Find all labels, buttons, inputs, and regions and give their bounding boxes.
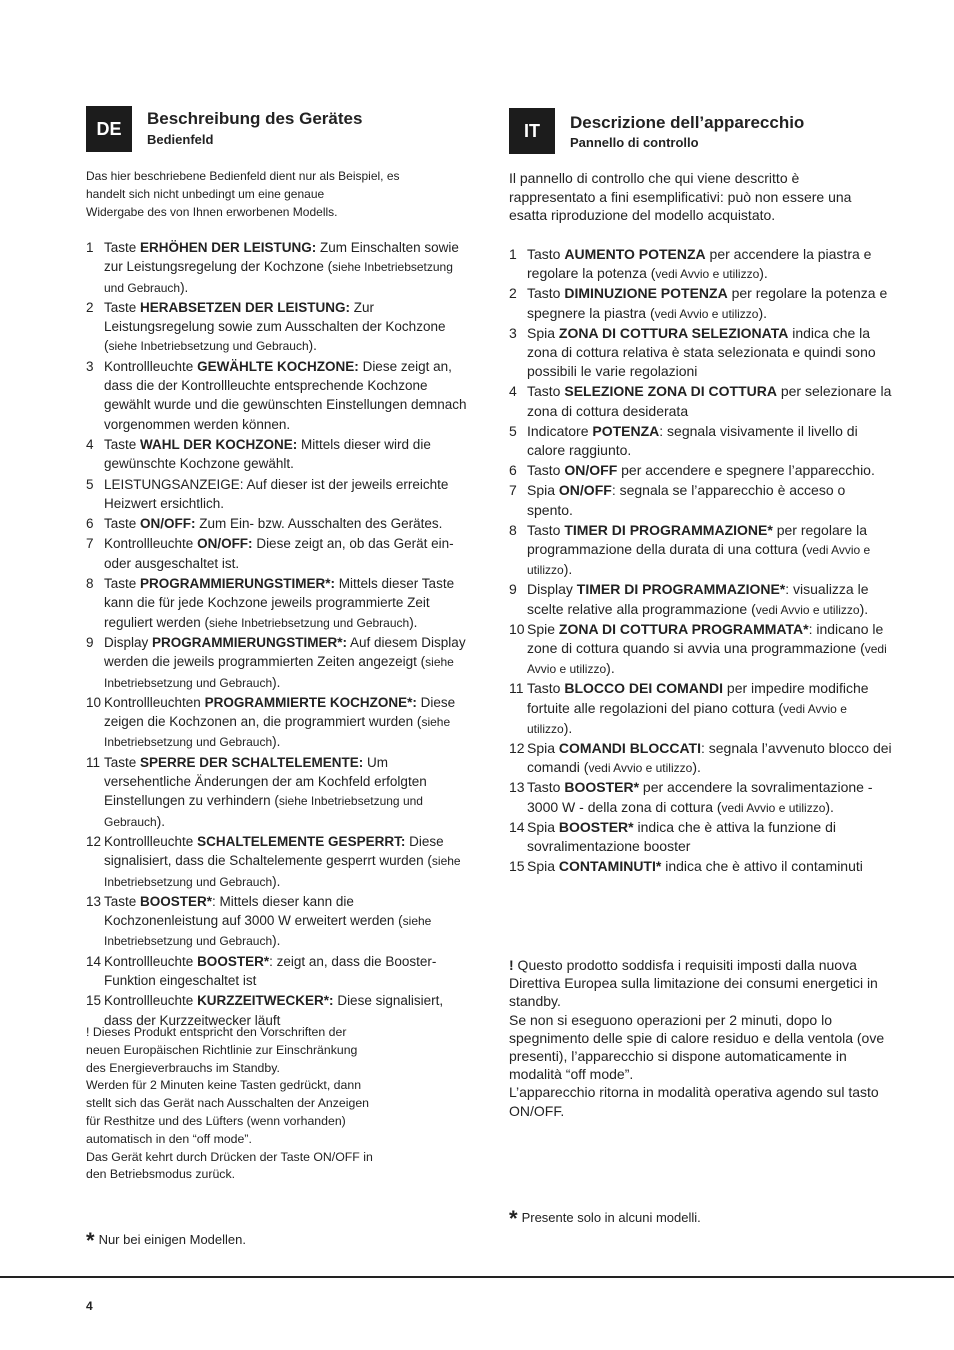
item-number: 5 — [86, 476, 94, 492]
item-text: Um versehentliche Änderungen der am Kochfeld erfolgten Einstellungen zu verhindern ( — [104, 754, 427, 809]
item-prefix: Display — [527, 581, 577, 598]
item-prefix: Kontrollleuchten — [104, 694, 205, 710]
item-key: ZONA DI COTTURA SELEZIONATA — [558, 324, 789, 341]
item-number: 8 — [509, 521, 517, 538]
item-number: 12 — [509, 740, 525, 757]
item-prefix: Tasto — [527, 246, 565, 262]
item-reference: vedi Avvio e utilizzo — [527, 543, 871, 578]
warning-mark: ! — [509, 957, 514, 973]
item-number: 2 — [509, 285, 517, 302]
item-prefix: Spia — [527, 324, 559, 341]
item-text: : visualizza le scelte relative alla programmazione ( — [527, 581, 869, 617]
item-key: ERHÖHEN DER LEISTUNG: — [140, 240, 317, 255]
asterisk-mark: * — [86, 1228, 95, 1253]
note-line: des Energieverbrauchs im Standby. — [86, 1060, 280, 1075]
list-item — [509, 679, 894, 739]
item-text: Diese zeigt an, ob das Gerät ein- oder ausgeschaltet ist. — [104, 536, 454, 571]
item-key: DIMINUZIONE POTENZA — [564, 285, 728, 302]
section-subtitle-de: Bedienfeld — [147, 132, 214, 147]
item-number: 12 — [86, 833, 102, 849]
item-prefix: Taste — [104, 576, 141, 592]
item-key: PROGRAMMIERTE KOCHZONE*: — [204, 694, 417, 710]
item-suffix: ). — [409, 614, 418, 630]
item-number: 3 — [509, 324, 517, 341]
item-key: PROGRAMMIERUNGSTIMER*: — [140, 576, 336, 592]
item-key: AUMENTO POTENZA — [564, 246, 706, 262]
item-suffix: ). — [563, 719, 573, 736]
control-list-it — [509, 245, 894, 878]
item-prefix: Taste — [104, 754, 141, 770]
footer-divider — [0, 1276, 954, 1278]
item-text: per accendere la sovralimentazione - 3000 W - della zona di cottura ( — [527, 779, 873, 815]
item-key: PROGRAMMIERUNGSTIMER*: — [152, 634, 348, 650]
item-prefix: Kontrollleuchte — [104, 358, 198, 374]
item-suffix: ). — [606, 660, 615, 677]
list-item — [86, 892, 468, 952]
intro-text-it — [509, 169, 894, 225]
item-number: 10 — [86, 694, 102, 710]
item-prefix: Taste — [104, 893, 141, 909]
list-item — [86, 514, 468, 534]
item-number: 8 — [86, 576, 94, 592]
item-number: 10 — [509, 620, 525, 637]
item-text: Zum Ein- bzw. Ausschalten des Gerätes. — [195, 516, 443, 532]
item-key: ON/OFF: — [140, 516, 196, 532]
item-text: : segnala se l’apparecchio è acceso o spento. — [527, 482, 846, 518]
item-suffix: ). — [180, 279, 189, 295]
item-reference: siehe Inbetriebsetzung und Gebrauch — [104, 794, 423, 829]
item-text: Zur Leistungsregelung sowie zum Ausschalten der Kochzone ( — [104, 299, 446, 354]
item-number: 9 — [86, 634, 94, 650]
note-line: Werden für 2 Minuten keine Tasten gedrückt, dann — [86, 1078, 362, 1093]
item-reference: vedi Avvio e utilizzo — [721, 800, 826, 815]
note-paragraph — [509, 956, 894, 1011]
item-number: 11 — [86, 754, 101, 770]
item-suffix: ). — [272, 734, 281, 750]
item-prefix: LEISTUNGSANZEIGE: Auf dieser ist der jeweils erreichte Heizwert ersichtlich. — [104, 476, 449, 511]
footnote-text-de: Nur bei einigen Modellen. — [98, 1232, 246, 1247]
item-prefix: Taste — [104, 299, 141, 315]
item-key: POTENZA — [592, 422, 660, 439]
note-line: stellt sich das Gerät nach Ausschalten der Anzeigen — [86, 1096, 369, 1111]
item-reference: siehe Inbetriebsetzung und Gebrauch — [104, 914, 432, 949]
item-prefix: Spia — [527, 858, 559, 875]
item-suffix: ). — [272, 873, 281, 889]
item-suffix: ). — [759, 265, 768, 282]
item-key: TIMER DI PROGRAMMAZIONE* — [576, 581, 786, 598]
note-line: neuen Europäischen Richtlinie zur Einschränkung — [86, 1042, 358, 1057]
item-text: per regolare la potenza e spegnere la piastra ( — [527, 285, 888, 321]
language-badge-it: IT — [509, 108, 555, 154]
item-suffix: ). — [272, 674, 281, 690]
item-number: 9 — [509, 581, 517, 598]
item-reference: siehe Inbetriebsetzung und Gebrauch — [104, 854, 461, 889]
item-number: 1 — [86, 240, 94, 255]
item-text: per regolare la programmazione della durata di una cottura ( — [527, 521, 867, 558]
item-number: 3 — [86, 358, 94, 374]
item-prefix: Tasto — [527, 462, 565, 479]
item-suffix: ). — [859, 600, 869, 617]
asterisk-mark: * — [509, 1206, 518, 1231]
item-number: 2 — [86, 299, 94, 315]
item-number: 5 — [509, 422, 517, 439]
item-text: indica che è attivo il contaminuti — [661, 858, 863, 875]
item-text: Diese signalisiert, dass der Kurzzeitwecker läuft — [104, 993, 444, 1028]
list-item — [509, 580, 894, 619]
item-key: BOOSTER* — [564, 779, 640, 796]
item-suffix: ). — [825, 798, 834, 815]
item-suffix: ). — [156, 813, 165, 829]
item-text: : zeigt an, dass die Booster-Funktion eingeschaltet ist — [104, 953, 437, 988]
list-item — [86, 832, 468, 892]
list-item — [86, 238, 468, 298]
item-number: 13 — [86, 893, 102, 909]
item-key: WAHL DER KOCHZONE: — [140, 436, 298, 452]
list-item — [509, 461, 894, 481]
item-prefix: Kontrollleuchte — [104, 953, 198, 969]
list-item — [509, 481, 894, 520]
intro-line: Das hier beschriebene Bedienfeld dient nur als Beispiel, es — [86, 169, 400, 183]
item-number: 4 — [86, 436, 94, 452]
footnote-text-it: Presente solo in alcuni modelli. — [521, 1210, 701, 1225]
item-key: COMANDI BLOCCATI — [558, 740, 701, 757]
item-text: Diese zeigen die Kochzonen an, die programmiert wurden ( — [104, 694, 456, 730]
item-key: BOOSTER* — [140, 893, 213, 909]
footnote-it — [509, 1206, 701, 1232]
note-paragraph: L’apparecchio ritorna in modalità operativa agendo sul tasto ON/OFF. — [509, 1084, 879, 1119]
item-prefix: Tasto — [527, 779, 565, 796]
item-prefix: Taste — [104, 240, 141, 255]
item-prefix: Tasto — [527, 680, 565, 697]
item-prefix: Spia — [527, 818, 559, 835]
section-title-it: Descrizione dell’apparecchio — [570, 113, 805, 132]
item-key: SELEZIONE ZONA DI COTTURA — [564, 383, 777, 400]
standby-note-it — [509, 956, 894, 1120]
item-prefix: Kontrollleuchte — [104, 993, 198, 1009]
item-reference: vedi Avvio e utilizzo — [654, 306, 759, 321]
item-suffix: ). — [563, 561, 573, 578]
item-reference: vedi Avvio e utilizzo — [655, 267, 760, 282]
item-prefix: Tasto — [527, 383, 565, 400]
item-text: : segnala l’avvenuto blocco dei comandi ( — [527, 740, 892, 776]
list-item — [86, 574, 468, 633]
item-text: Zum Einschalten sowie zur Leistungsregelung der Kochzone ( — [104, 240, 459, 275]
item-text: : indicano le zone di cottura quando si avvia una programmazione ( — [527, 620, 884, 657]
list-item — [509, 857, 894, 877]
note-line: für Resthitze und des Lüfters (wenn vorhanden) — [86, 1113, 346, 1128]
item-prefix: Tasto — [527, 285, 565, 302]
item-reference: vedi Avvio e utilizzo — [527, 701, 847, 736]
item-prefix: Taste — [104, 436, 141, 452]
item-text: per accendere la piastra e regolare la potenza ( — [527, 246, 872, 282]
item-prefix: Kontrollleuchte — [104, 536, 198, 552]
list-item — [509, 382, 894, 421]
language-badge-de: DE — [86, 106, 132, 152]
item-reference: siehe Inbetriebsetzung und Gebrauch — [209, 615, 410, 630]
note-line: automatisch in den “off mode”. — [86, 1131, 252, 1146]
list-item — [509, 739, 894, 778]
item-key: HERABSETZEN DER LEISTUNG: — [140, 299, 351, 315]
list-item — [86, 357, 468, 435]
item-key: GEWÄHLTE KOCHZONE: — [197, 358, 359, 374]
item-suffix: ). — [758, 304, 768, 321]
intro-line: Widergabe des von Ihnen erworbenen Modells. — [86, 205, 338, 219]
item-number: 6 — [509, 462, 517, 479]
item-text: indica che la zona di cottura relativa è stata selezionata e quindi sono possibili le varie regolazioni — [527, 324, 876, 380]
note-line: Das Gerät kehrt durch Drücken der Taste ON/OFF in — [86, 1149, 373, 1164]
list-item — [86, 534, 468, 574]
item-key: ON/OFF — [564, 462, 618, 479]
list-item — [509, 620, 894, 680]
item-prefix: Spia — [527, 740, 559, 757]
intro-text-de — [86, 167, 446, 221]
item-key: ON/OFF — [558, 482, 612, 499]
item-reference: siehe Inbetriebsetzung und Gebrauch — [104, 260, 453, 295]
list-item — [509, 818, 894, 857]
intro-line: Il pannello di controllo che qui viene descritto è — [509, 170, 800, 186]
footnote-de — [86, 1228, 246, 1254]
item-prefix: Spie — [527, 620, 559, 637]
list-item — [86, 952, 468, 992]
item-text: : Mittels dieser kann die Kochzonenleistung auf 3000 W erweitert werden ( — [104, 893, 403, 929]
item-number: 7 — [509, 482, 517, 499]
list-item — [86, 693, 468, 753]
item-prefix: Display — [104, 634, 153, 650]
list-item — [86, 633, 468, 693]
section-subtitle-it: Pannello di controllo — [570, 135, 699, 150]
list-item — [509, 422, 894, 461]
item-suffix: ). — [692, 759, 701, 776]
item-text: per impedire modifiche fortuite alle regolazioni del piano cottura ( — [527, 680, 869, 716]
item-reference: siehe Inbetriebsetzung und Gebrauch — [108, 339, 309, 354]
intro-line: handelt sich nicht unbedingt um eine genaue — [86, 187, 325, 201]
item-number: 1 — [509, 246, 517, 262]
list-item — [86, 298, 468, 357]
item-text: indica che è attiva la funzione di sovralimentazione booster — [527, 818, 836, 855]
item-key: SPERRE DER SCHALTELEMENTE: — [140, 754, 364, 770]
item-prefix: Indicatore — [527, 422, 593, 439]
item-number: 6 — [86, 516, 94, 532]
list-item — [509, 245, 894, 284]
item-text: Diese zeigt an, dass die der Kontrollleuchte entsprechende Kochzone gewählt wurde und die gewünschten Einstellungen demnach vorgenommen werden können. — [104, 358, 467, 432]
item-number: 11 — [509, 680, 524, 697]
standby-note-de — [86, 1024, 468, 1184]
note-paragraph: Se non si eseguono operazioni per 2 minuti, dopo lo spegnimento delle spie di calore residuo e della ventola (ove presenti), l’apparecchio si dispone automaticamente in modalità “off mode”. — [509, 1011, 885, 1083]
note-text: Questo prodotto soddisfa i requisiti imposti dalla nuova Direttiva Europea sulla limitazione dei consumi energetici in standby. — [509, 957, 878, 1010]
note-line: ! Dieses Produkt entspricht den Vorschriften der — [86, 1025, 347, 1039]
item-key: BOOSTER* — [558, 818, 634, 835]
item-suffix: ). — [308, 338, 317, 354]
item-text: Mittels dieser wird die gewünschte Kochzone gewählt. — [104, 436, 431, 472]
item-key: KURZZEITWECKER*: — [197, 993, 334, 1009]
list-item — [509, 778, 894, 817]
item-number: 4 — [509, 383, 517, 400]
item-reference: vedi Avvio e utilizzo — [527, 642, 887, 677]
intro-line: esatta riproduzione del modello acquistato. — [509, 207, 776, 223]
list-item — [86, 435, 468, 475]
item-text: per selezionare la zona di cottura desiderata — [527, 383, 892, 419]
item-key: BOOSTER* — [197, 953, 270, 969]
item-reference: siehe Inbetriebsetzung und Gebrauch — [104, 715, 451, 750]
list-item — [509, 324, 894, 383]
item-number: 7 — [86, 536, 94, 552]
item-number: 13 — [509, 779, 525, 796]
item-reference: siehe Inbetriebsetzung und Gebrauch — [104, 655, 454, 690]
item-prefix: Taste — [104, 516, 141, 532]
item-key: ON/OFF: — [197, 536, 253, 552]
list-item — [509, 521, 894, 581]
item-key: SCHALTELEMENTE GESPERRT: — [197, 833, 406, 849]
item-suffix: ). — [272, 933, 281, 949]
item-key: CONTAMINUTI* — [558, 858, 662, 875]
item-text: Diese signalisiert, dass die Schaltelemente gesperrt wurden ( — [104, 833, 444, 869]
item-text: Auf diesem Display werden die jeweils programmierten Zeiten angezeigt ( — [104, 634, 466, 670]
section-title-de: Beschreibung des Gerätes — [147, 109, 363, 128]
page-number: 4 — [86, 1299, 93, 1313]
item-number: 14 — [86, 953, 102, 969]
item-prefix: Kontrollleuchte — [104, 833, 198, 849]
item-reference: vedi Avvio e utilizzo — [755, 602, 860, 617]
item-number: 15 — [86, 993, 102, 1009]
item-reference: vedi Avvio e utilizzo — [588, 761, 693, 776]
item-key: BLOCCO DEI COMANDI — [564, 680, 724, 697]
item-number: 14 — [509, 818, 525, 835]
item-prefix: Tasto — [527, 521, 565, 538]
item-text: Mittels dieser Taste kann die für jede Kochzone jeweils programmierte Zeit reguliert werden ( — [104, 576, 455, 630]
item-key: TIMER DI PROGRAMMAZIONE* — [564, 521, 773, 538]
note-line: den Betriebsmodus zurück. — [86, 1167, 236, 1182]
item-prefix: Spia — [527, 482, 559, 499]
item-key: ZONA DI COTTURA PROGRAMMATA* — [558, 620, 809, 637]
list-item — [509, 284, 894, 323]
item-text: per accendere e spegnere l’apparecchio. — [617, 462, 875, 479]
list-item — [86, 475, 468, 515]
item-text: : segnala visivamente il livello di calore raggiunto. — [527, 422, 858, 459]
control-list-de — [86, 238, 468, 1031]
item-number: 15 — [509, 858, 525, 875]
intro-line: rappresentato a fini esemplificativi: può non essere una — [509, 188, 852, 205]
list-item — [86, 753, 468, 832]
